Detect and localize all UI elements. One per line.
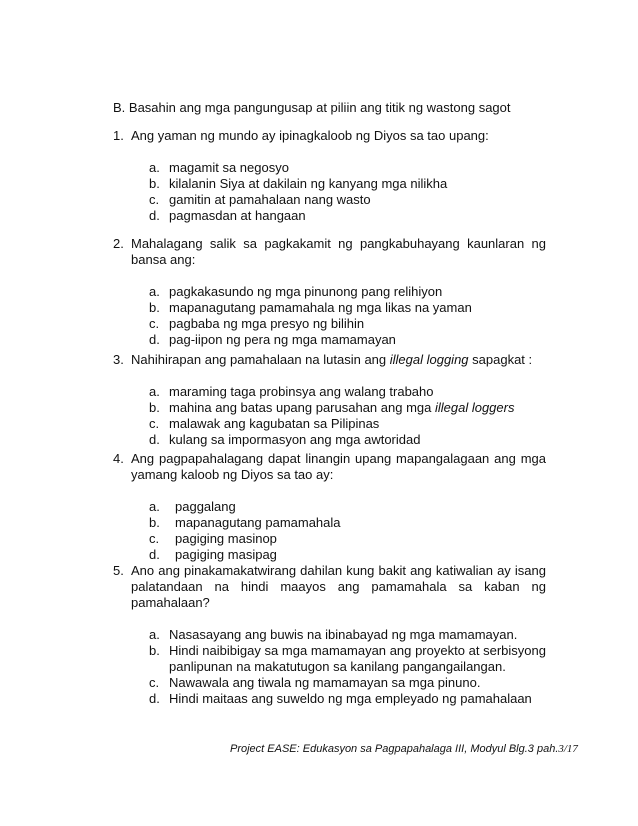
choice-b[interactable] — [149, 176, 546, 192]
choice-list — [149, 384, 546, 448]
choice-text: gamitin at pamahalaan nang wasto — [169, 192, 371, 207]
question-stem — [113, 563, 546, 611]
choice-letter: c. — [149, 416, 160, 431]
page-number: 3/17 — [558, 743, 578, 755]
choice-d[interactable] — [149, 547, 546, 563]
question-5 — [113, 563, 546, 720]
choice-text-part: mahina ang batas upang parusahan ang mga — [169, 400, 435, 415]
choice-text: magamit sa negosyo — [169, 160, 289, 175]
choice-c[interactable] — [149, 316, 546, 332]
question-stem — [113, 128, 546, 144]
choice-letter: d. — [149, 432, 160, 447]
question-text-part: Nahihirapan ang pamahalaan na lutasin ang — [131, 352, 390, 367]
page-footer — [230, 742, 578, 756]
choice-list — [149, 627, 546, 707]
question-text: Ang pagpapahalagang dapat linangin upang mapangalagaan ang mga yamang kaloob ng Diyos sa tao ay: — [131, 451, 546, 482]
question-3 — [113, 352, 546, 461]
choice-b[interactable] — [149, 643, 546, 675]
choice-letter: d. — [149, 332, 160, 347]
choice-text: pagkakasundo ng mga pinunong pang relihiyon — [169, 284, 443, 299]
choice-text: maraming taga probinsya ang walang trabaho — [169, 384, 434, 399]
question-stem — [113, 352, 546, 368]
choice-d[interactable] — [149, 332, 546, 348]
choice-d[interactable] — [149, 691, 546, 707]
choice-list — [149, 499, 546, 563]
choice-b[interactable] — [149, 300, 546, 316]
choice-letter: a. — [149, 627, 160, 642]
choice-text: mapanagutang pamamahala — [175, 515, 341, 530]
choice-text: Hindi naibibigay sa mga mamamayan ang proyekto at serbisyong panlipunan na makatutugon sa kanilang pangangailangan. — [169, 643, 546, 674]
choice-c[interactable] — [149, 192, 546, 208]
choice-letter: d. — [149, 547, 160, 562]
question-stem — [113, 451, 546, 483]
choice-text: pag-iipon ng pera ng mga mamamayan — [169, 332, 396, 347]
question-2 — [113, 236, 546, 361]
choice-text-italic: illegal loggers — [434, 400, 515, 415]
choice-c[interactable] — [149, 531, 546, 547]
choice-letter: a. — [149, 499, 160, 514]
choice-letter: b. — [149, 643, 160, 658]
choice-text: pagiging masinop — [175, 531, 277, 546]
choice-letter: b. — [149, 515, 160, 530]
choice-text: pagiging masipag — [175, 547, 277, 562]
choice-a[interactable] — [149, 384, 546, 400]
choice-letter: b. — [149, 176, 160, 191]
choice-d[interactable] — [149, 208, 546, 224]
question-number: 5. — [113, 563, 124, 578]
choice-letter: b. — [149, 400, 160, 415]
question-number: 2. — [113, 236, 124, 251]
choice-b[interactable] — [149, 515, 546, 531]
question-1 — [113, 128, 546, 237]
choice-list — [149, 160, 546, 224]
question-text-part: sapagkat : — [468, 352, 533, 367]
choice-text: Hindi maitaas ang suweldo ng mga empleyado ng pamahalaan — [169, 691, 532, 706]
choice-a[interactable] — [149, 627, 546, 643]
choice-letter: a. — [149, 384, 160, 399]
choice-text: mapanagutang pamamahala ng mga likas na yaman — [169, 300, 472, 315]
choice-letter: a. — [149, 160, 160, 175]
question-text: Mahalagang salik sa pagkakamit ng pangkabuhayang kaunlaran ng bansa ang: — [131, 236, 546, 267]
choice-letter: c. — [149, 192, 160, 207]
footer-text: Project EASE: Edukasyon sa Pagpapahalaga III, Modyul Blg.3 pah. — [230, 743, 559, 755]
choice-text: Nawawala ang tiwala ng mamamayan sa mga pinuno. — [169, 675, 481, 690]
question-4 — [113, 451, 546, 576]
question-stem — [113, 236, 546, 268]
question-number: 4. — [113, 451, 124, 466]
choice-text: pagbaba ng mga presyo ng bilihin — [169, 316, 365, 331]
question-text: Ano ang pinakamakatwirang dahilan kung bakit ang katiwalian ay isang palatandaan na hindi maayos ang pamamahala sa kaban ng pamahalaan? — [131, 563, 546, 610]
choice-list — [149, 284, 546, 348]
choice-text: kulang sa impormasyon ang mga awtoridad — [169, 432, 421, 447]
instruction-text: B. Basahin ang mga pangungusap at piliin ang titik ng wastong sagot — [113, 100, 511, 115]
choice-text — [169, 400, 546, 416]
choice-b[interactable] — [149, 400, 546, 416]
choice-letter: b. — [149, 300, 160, 315]
choice-text: paggalang — [175, 499, 236, 514]
choice-letter: c. — [149, 675, 160, 690]
question-text: Ang yaman ng mundo ay ipinagkaloob ng Diyos sa tao upang: — [131, 128, 489, 143]
choice-letter: d. — [149, 691, 160, 706]
choice-text: pagmasdan at hangaan — [169, 208, 306, 223]
question-text-italic: illegal logging — [389, 352, 469, 367]
choice-a[interactable] — [149, 499, 546, 515]
question-text — [131, 352, 546, 368]
choice-letter: d. — [149, 208, 160, 223]
choice-d[interactable] — [149, 432, 546, 448]
choice-text: Nasasayang ang buwis na ibinabayad ng mga mamamayan. — [169, 627, 518, 642]
choice-c[interactable] — [149, 416, 546, 432]
choice-a[interactable] — [149, 284, 546, 300]
choice-letter: a. — [149, 284, 160, 299]
choice-letter: c. — [149, 316, 160, 331]
choice-a[interactable] — [149, 160, 546, 176]
choice-text: kilalanin Siya at dakilain ng kanyang mga nilikha — [169, 176, 448, 191]
choice-letter: c. — [149, 531, 160, 546]
question-number: 3. — [113, 352, 124, 367]
choice-text: malawak ang kagubatan sa Pilipinas — [169, 416, 380, 431]
choice-c[interactable] — [149, 675, 546, 691]
question-number: 1. — [113, 128, 124, 143]
